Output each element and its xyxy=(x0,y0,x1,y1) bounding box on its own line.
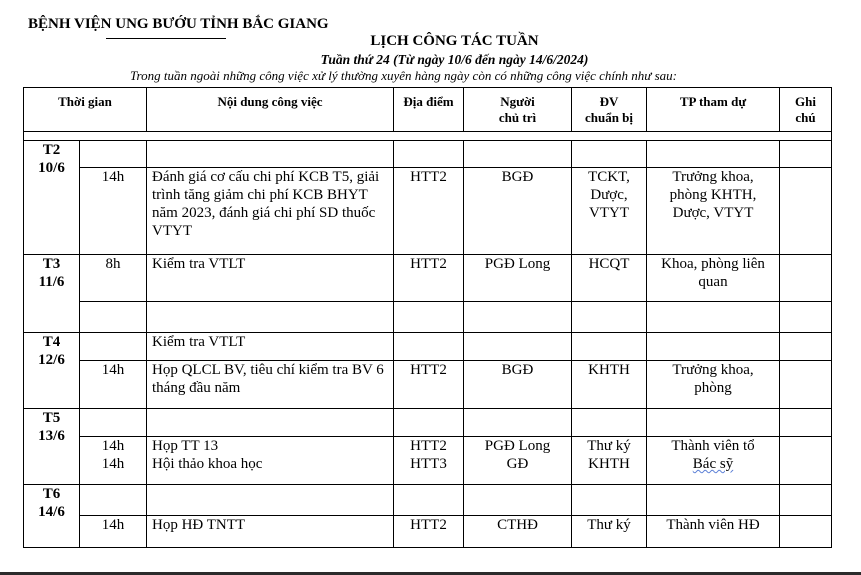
location-cell: HTT2 xyxy=(394,516,464,548)
time-cell: 14h xyxy=(80,361,147,409)
day-cell-wed: T4 12/6 xyxy=(24,333,80,409)
content-cell: Họp HĐ TNTT xyxy=(147,516,394,548)
col-content: Nội dung công việc xyxy=(147,88,394,132)
host-cell: CTHĐ xyxy=(464,516,572,548)
col-note: Ghi chú xyxy=(780,88,832,132)
table-row xyxy=(24,409,832,437)
location-cell: HTT2 xyxy=(394,361,464,409)
intro-text: Trong tuần ngoài những công việc xử lý thường xuyên hàng ngày còn có những công việc chính như sau: xyxy=(130,68,677,83)
content-cell: Kiểm tra VTLT xyxy=(147,255,394,302)
host-cell: BGĐ xyxy=(464,361,572,409)
prep-cell: TCKT, Dược, VTYT xyxy=(572,168,647,255)
day-cell-tue: T3 11/6 xyxy=(24,255,80,333)
content-cell: Kiểm tra VTLT xyxy=(147,333,394,361)
document-subtitle: Tuần thứ 24 (Từ ngày 10/6 đến ngày 14/6/2024) xyxy=(320,52,589,67)
header-row xyxy=(24,88,832,132)
day-cell-thu: T5 13/6 xyxy=(24,409,80,485)
col-attendees: TP tham dự xyxy=(647,88,780,132)
document-title: LỊCH CÔNG TÁC TUẦN xyxy=(370,33,539,49)
spacer-row xyxy=(24,132,832,141)
content-cell: Họp QLCL BV, tiêu chí kiểm tra BV 6 tháng đầu năm xyxy=(147,361,394,409)
attendees-cell: Thành viên HĐ xyxy=(647,516,780,548)
time-cell: 14h xyxy=(80,168,147,255)
schedule-table xyxy=(23,87,832,548)
table-row xyxy=(24,333,832,361)
prep-cell: Thư ký xyxy=(572,516,647,548)
location-cell: HTT2 HTT3 xyxy=(394,437,464,485)
attendees-cell: Khoa, phòng liên quan xyxy=(647,255,780,302)
time-cell: 14h 14h xyxy=(80,437,147,485)
location-cell: HTT2 xyxy=(394,255,464,302)
table-row xyxy=(24,437,832,485)
attendees-cell: Thành viên tổ Bác sỹ xyxy=(647,437,780,485)
table-row xyxy=(24,516,832,548)
table-row xyxy=(24,361,832,409)
col-host: Người chủ trì xyxy=(464,88,572,132)
prep-cell: HCQT xyxy=(572,255,647,302)
table-row xyxy=(24,485,832,516)
table-row xyxy=(24,168,832,255)
time-cell: 14h xyxy=(80,516,147,548)
day-cell-fri: T6 14/6 xyxy=(24,485,80,548)
table-row xyxy=(24,255,832,302)
content-cell: Đánh giá cơ cấu chi phí KCB T5, giải trình tăng giảm chi phí KCB BHYT năm 2023, đánh giá chi phí SD thuốc VTYT xyxy=(147,168,394,255)
day-cell-mon: T2 10/6 xyxy=(24,141,80,255)
col-prep: ĐV chuẩn bị xyxy=(572,88,647,132)
prep-cell: Thư ký KHTH xyxy=(572,437,647,485)
organization-name: BỆNH VIỆN UNG BƯỚU TỈNH BẮC GIANG xyxy=(28,16,329,32)
attendees-cell: Trưởng khoa, phòng KHTH, Dược, VTYT xyxy=(647,168,780,255)
location-cell: HTT2 xyxy=(394,168,464,255)
table-row xyxy=(24,141,832,168)
host-cell: BGĐ xyxy=(464,168,572,255)
time-cell: 8h xyxy=(80,255,147,302)
col-location: Địa điểm xyxy=(394,88,464,132)
table-row xyxy=(24,302,832,333)
attendees-cell: Trưởng khoa, phòng xyxy=(647,361,780,409)
col-time: Thời gian xyxy=(24,88,147,132)
content-cell: Họp TT 13 Hội thảo khoa học xyxy=(147,437,394,485)
host-cell: PGĐ Long xyxy=(464,255,572,302)
host-cell: PGĐ Long GĐ xyxy=(464,437,572,485)
prep-cell: KHTH xyxy=(572,361,647,409)
